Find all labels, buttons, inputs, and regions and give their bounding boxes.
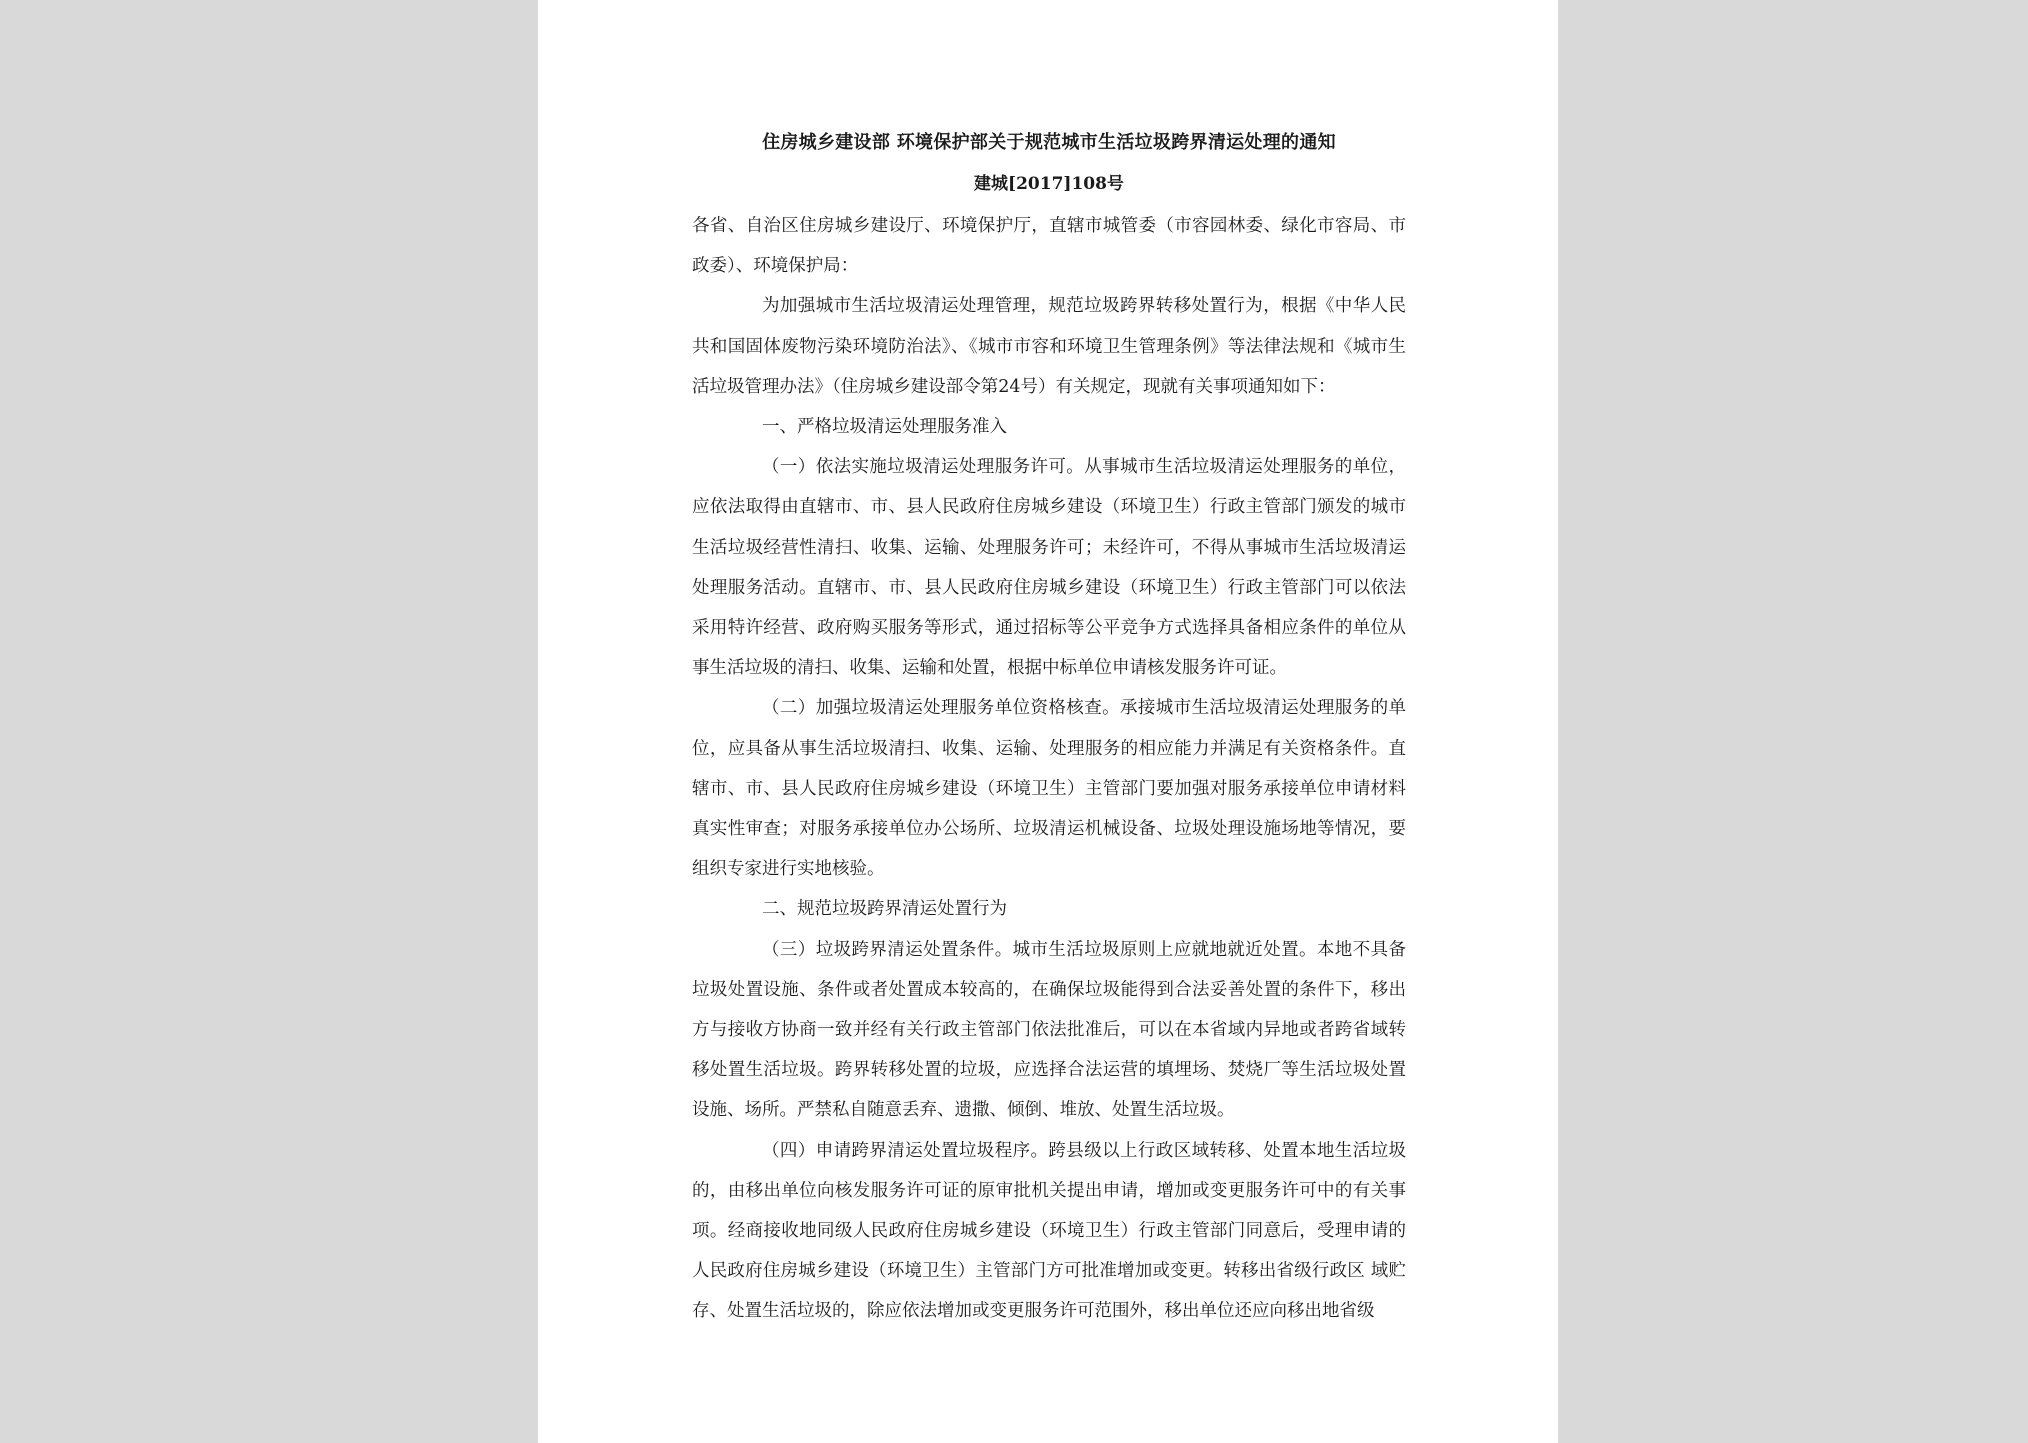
document-page [538, 0, 1558, 1443]
intro-paragraph: 为加强城市生活垃圾清运处理管理，规范垃圾跨界转移处置行为，根据《中华人民共和国固体废物污染环境防治法》、《城市市容和环境卫生管理条例》等法律法规和《城市生活垃圾管理办法》（住房城乡建设部令第24号）有关规定，现就有关事项通知如下： [692, 296, 1406, 397]
salutation-paragraph: 各省、自治区住房城乡建设厅、环境保护厅，直辖市城管委（市容园林委、绿化市容局、市政委）、环境保护局： [692, 216, 1406, 277]
clause-paragraph-1: （一）依法实施垃圾清运处理服务许可。从事城市生活垃圾清运处理服务的单位，应依法取得由直辖市、市、县人民政府住房城乡建设（环境卫生）行政主管部门颁发的城市生活垃圾经营性清扫、收集、运输、处理服务许可；未经许可，不得从事城市生活垃圾清运处理服务活动。直辖市、市、县人民政府住房城乡建设（环境卫生）行政主管部门可以依法采用特许经营、政府购买服务等形式，通过招标等公平竞争方式选择具备相应条件的单位从事生活垃圾的清扫、收集、运输和处置，根据中标单位申请核发服务许可证。 [692, 457, 1406, 679]
clause-paragraph-2: （二）加强垃圾清运处理服务单位资格核查。承接城市生活垃圾清运处理服务的单位，应具备从事生活垃圾清扫、收集、运输、处理服务的相应能力并满足有关资格条件。直辖市、市、县人民政府住房城乡建设（环境卫生）主管部门要加强对服务承接单位申请材料真实性审查；对服务承接单位办公场所、垃圾清运机械设备、垃圾处理设施场地等情况，要组织专家进行实地核验。 [692, 698, 1406, 880]
clause-paragraph-4: （四）申请跨界清运处置垃圾程序。跨县级以上行政区域转移、处置本地生活垃圾的，由移出单位向核发服务许可证的原审批机关提出申请，增加或变更服务许可中的有关事项。经商接收地同级人民政府住房城乡建设（环境卫生）行政主管部门同意后，受理申请的人民政府住房城乡建设（环境卫生）主管部门方可批准增加或变更。转移出省级行政区 域贮存、处置生活垃圾的，除应依法增加或变更服务许可范围外，移出单位还应向移出地省级 [692, 1140, 1406, 1322]
document-number: 建城[2017]108号 [974, 174, 1124, 194]
document-title: 住房城乡建设部 环境保护部关于规范城市生活垃圾跨界清运处理的通知 [762, 132, 1336, 153]
section-heading-1: 一、严格垃圾清运处理服务准入 [762, 417, 1007, 438]
clause-paragraph-3: （三）垃圾跨界清运处置条件。城市生活垃圾原则上应就地就近处置。本地不具备垃圾处置设施、条件或者处置成本较高的，在确保垃圾能得到合法妥善处置的条件下，移出方与接收方协商一致并经有关行政主管部门依法批准后，可以在本省域内异地或者跨省域转移处置生活垃圾。跨界转移处置的垃圾，应选择合法运营的填埋场、焚烧厂等生活垃圾处置设施、场所。严禁私自随意丢弃、遗撒、倾倒、堆放、处置生活垃圾。 [692, 939, 1406, 1121]
document-body [692, 206, 1406, 1332]
section-heading-2: 二、规范垃圾跨界清运处置行为 [762, 899, 1007, 920]
